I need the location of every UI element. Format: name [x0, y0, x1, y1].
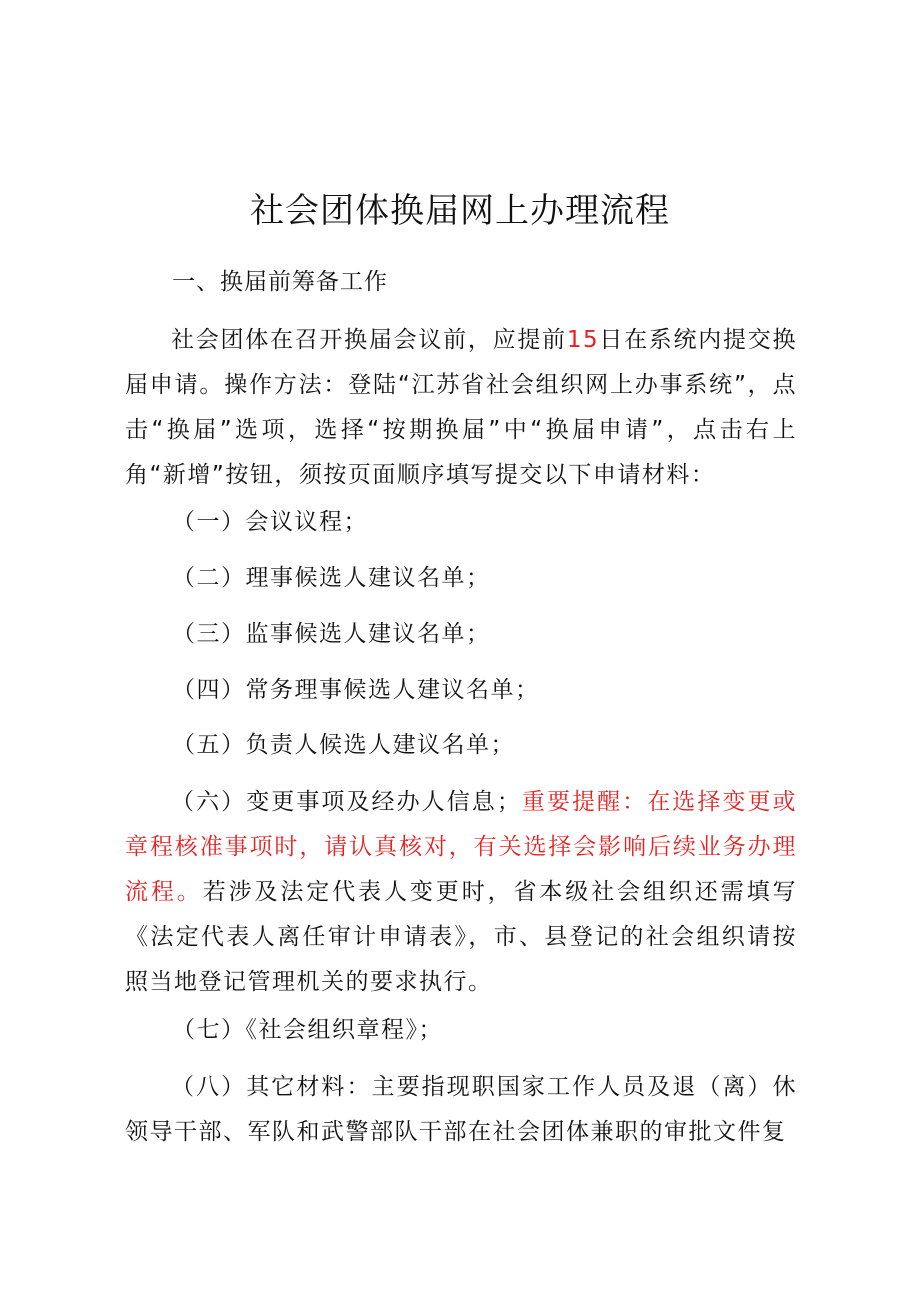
intro-paragraph: [125, 318, 797, 498]
deadline-days-number: 15: [566, 327, 600, 353]
item6-paragraph: [125, 780, 797, 1005]
intro-text-rest: 日在系统内提交换届申请。操作方法：登陆“江苏省社会组织网上办事系统”，点击“换届”选项，选择“按期换届”中“换届申请”，点击右上角“新增”按钮，须按页面顺序填写提交以下申请材料：: [125, 327, 797, 488]
list-item-supervisor-candidates: （三）监事候选人建议名单；: [172, 621, 491, 647]
list-item-meeting-agenda: （一）会议议程；: [172, 509, 368, 535]
list-item-standing-director-candidates: （四）常务理事候选人建议名单；: [172, 677, 540, 703]
intro-text-start: 社会团体在召开换届会议前，应提前: [171, 327, 567, 353]
item6-prefix: （六）变更事项及经办人信息；: [171, 789, 522, 815]
important-reminder: 重要提醒：在选择变更或章程核准事项时，请认真核对，有关选择会影响后续业务办理流程。: [125, 789, 797, 905]
list-item-charter: （七）《社会组织章程》；: [172, 1017, 443, 1043]
document-title: 社会团体换届网上办理流程: [250, 191, 670, 231]
list-item-director-candidates: （二）理事候选人建议名单；: [172, 565, 491, 591]
list-item-leader-candidates: （五）负责人候选人建议名单；: [172, 732, 515, 758]
item8-paragraph: （八）其它材料：主要指现职国家工作人员及退（离）休领导干部、军队和武警部队干部在社会团体兼职的审批文件复: [125, 1074, 797, 1145]
item6-suffix: 若涉及法定代表人变更时，省本级社会组织还需填写《法定代表人离任审计申请表》，市、县登记的社会组织请按照当地登记管理机关的要求执行。: [125, 879, 798, 995]
section-heading-preparation: 一、换届前筹备工作: [172, 269, 388, 295]
